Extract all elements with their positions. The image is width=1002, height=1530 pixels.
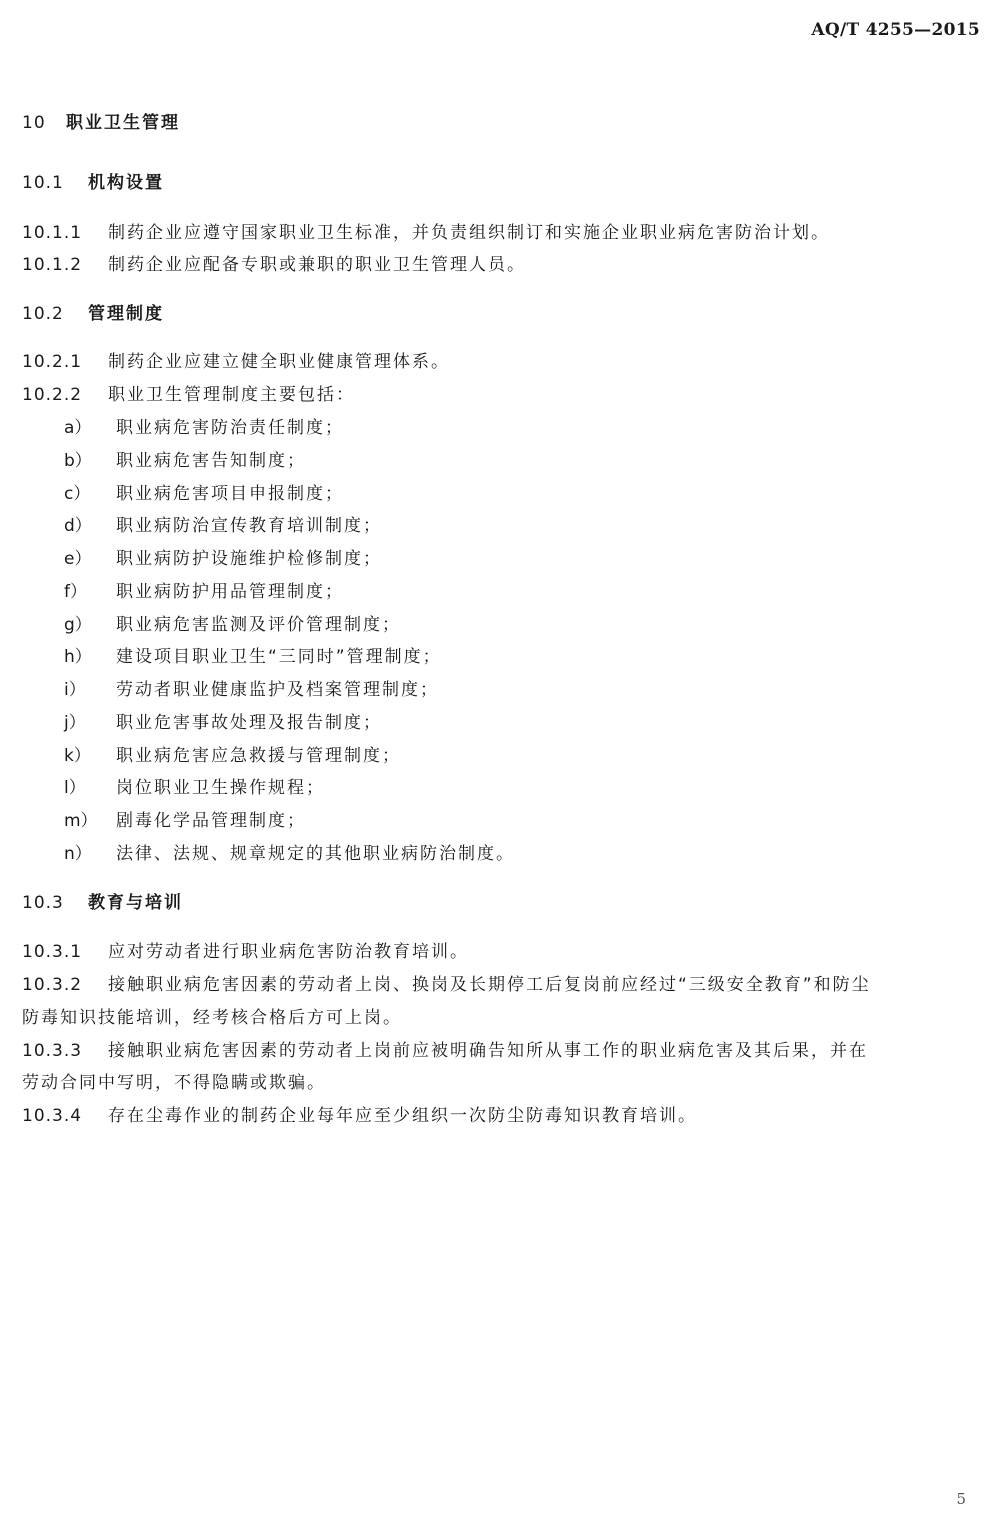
clause-text: 应对劳动者进行职业病危害防治教育培训。 — [108, 942, 469, 962]
clause-text: 接触职业病危害因素的劳动者上岗前应被明确告知所从事工作的职业病危害及其后果，并在 — [108, 1041, 868, 1061]
list-item — [64, 842, 515, 866]
clause-10-3-2 — [22, 973, 871, 997]
list-item — [64, 482, 344, 506]
clause-number: 10.3.1 — [22, 942, 83, 962]
list-item — [64, 678, 439, 702]
section-number: 10.2 — [22, 304, 64, 324]
clause-text: 制药企业应建立健全职业健康管理体系。 — [108, 352, 450, 372]
section-title: 机构设置 — [88, 173, 164, 193]
section-number: 10.1 — [22, 173, 64, 193]
list-marker: e） — [64, 549, 92, 569]
clause-number: 10.3.2 — [22, 975, 83, 995]
list-item — [64, 744, 401, 768]
section-number: 10 — [22, 113, 46, 133]
list-item-text: 剧毒化学品管理制度； — [116, 811, 306, 831]
list-marker: l） — [64, 778, 86, 798]
clause-text: 存在尘毒作业的制药企业每年应至少组织一次防尘防毒知识教育培训。 — [108, 1106, 697, 1126]
section-heading-10-2 — [22, 302, 164, 326]
clause-10-3-3-continuation: 劳动合同中写明，不得隐瞒或欺骗。 — [22, 1073, 326, 1093]
section-heading-10 — [22, 111, 180, 135]
list-marker: d） — [64, 516, 92, 536]
list-marker: b） — [64, 451, 92, 471]
section-title: 职业卫生管理 — [66, 113, 180, 133]
clause-number: 10.1.2 — [22, 255, 83, 275]
list-item-text: 职业病危害监测及评价管理制度； — [116, 615, 401, 635]
list-item-text: 建设项目职业卫生“三同时”管理制度； — [116, 647, 442, 667]
clause-number: 10.3.3 — [22, 1041, 83, 1061]
list-item — [64, 711, 382, 735]
list-marker: h） — [64, 647, 92, 667]
list-marker: n） — [64, 844, 92, 864]
list-item — [64, 416, 344, 440]
clause-10-3-3 — [22, 1039, 868, 1063]
clause-text: 制药企业应遵守国家职业卫生标准，并负责组织制订和实施企业职业病危害防治计划。 — [108, 223, 830, 243]
clause-10-3-2-continuation: 防毒知识技能培训，经考核合格后方可上岗。 — [22, 1008, 402, 1028]
page-number: 5 — [956, 1490, 966, 1508]
list-item-text: 职业病防治宣传教育培训制度； — [116, 516, 382, 536]
list-item-text: 职业病危害告知制度； — [116, 451, 306, 471]
clause-text: 职业卫生管理制度主要包括： — [108, 385, 355, 405]
clause-text: 接触职业病危害因素的劳动者上岗、换岗及长期停工后复岗前应经过“三级安全教育”和防尘 — [108, 975, 871, 995]
section-heading-10-3 — [22, 891, 183, 915]
clause-10-2-2 — [22, 383, 355, 407]
list-item — [64, 547, 382, 571]
clause-text: 制药企业应配备专职或兼职的职业卫生管理人员。 — [108, 255, 526, 275]
list-item-text: 岗位职业卫生操作规程； — [116, 778, 325, 798]
list-item — [64, 613, 401, 637]
list-item — [64, 776, 325, 800]
list-item-text: 劳动者职业健康监护及档案管理制度； — [116, 680, 439, 700]
list-item — [64, 645, 442, 669]
clause-10-1-2 — [22, 253, 526, 277]
section-title: 管理制度 — [88, 304, 164, 324]
list-marker: g） — [64, 615, 92, 635]
list-item — [64, 580, 344, 604]
clause-10-3-4 — [22, 1104, 697, 1128]
list-item — [64, 809, 306, 833]
standard-code: AQ/T 4255—2015 — [811, 20, 980, 40]
list-item — [64, 449, 306, 473]
clause-10-3-1 — [22, 940, 469, 964]
list-item-text: 职业危害事故处理及报告制度； — [116, 713, 382, 733]
list-marker: m） — [64, 811, 98, 831]
list-item-text: 职业病防护设施维护检修制度； — [116, 549, 382, 569]
list-item-text: 职业病防护用品管理制度； — [116, 582, 344, 602]
list-marker: a） — [64, 418, 92, 438]
clause-number: 10.1.1 — [22, 223, 83, 243]
section-title: 教育与培训 — [88, 893, 183, 913]
list-marker: c） — [64, 484, 91, 504]
clause-10-2-1 — [22, 350, 450, 374]
list-marker: f） — [64, 582, 87, 602]
list-marker: k） — [64, 746, 91, 766]
section-number: 10.3 — [22, 893, 64, 913]
list-item — [64, 514, 382, 538]
list-item-text: 法律、法规、规章规定的其他职业病防治制度。 — [116, 844, 515, 864]
clause-number: 10.2.1 — [22, 352, 83, 372]
section-heading-10-1 — [22, 171, 164, 195]
list-item-text: 职业病危害项目申报制度； — [116, 484, 344, 504]
clause-number: 10.3.4 — [22, 1106, 83, 1126]
list-marker: i） — [64, 680, 86, 700]
clause-number: 10.2.2 — [22, 385, 83, 405]
list-marker: j） — [64, 713, 86, 733]
list-item-text: 职业病危害防治责任制度； — [116, 418, 344, 438]
list-item-text: 职业病危害应急救援与管理制度； — [116, 746, 401, 766]
clause-10-1-1 — [22, 221, 830, 245]
